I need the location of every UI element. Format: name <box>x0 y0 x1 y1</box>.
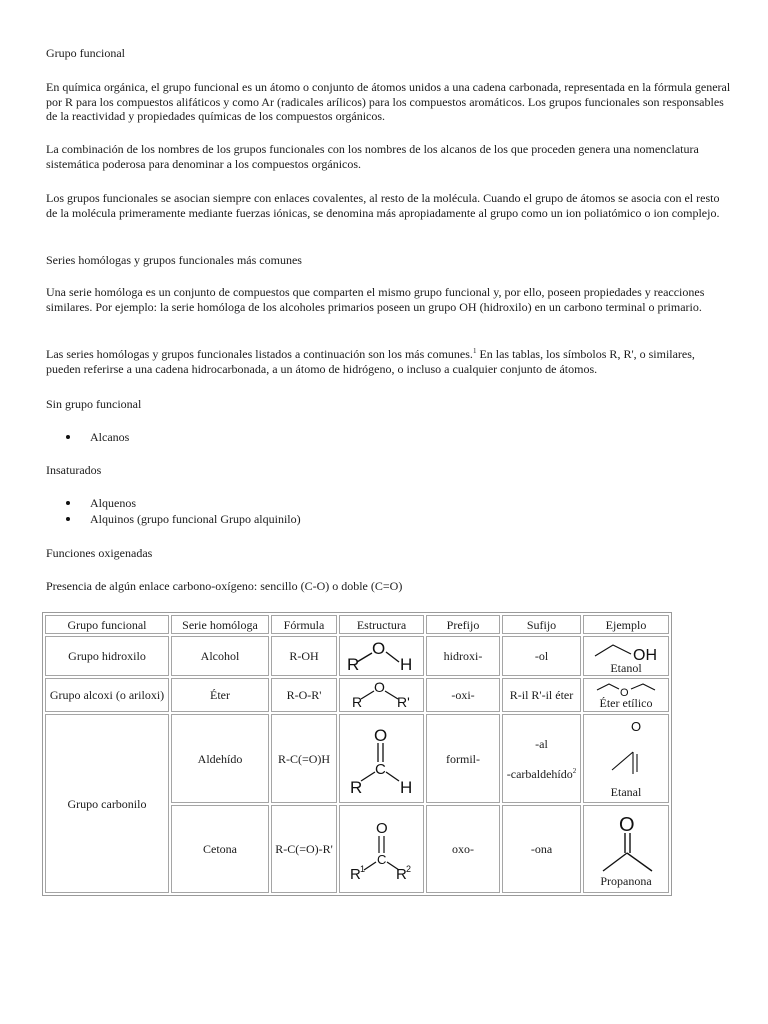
list-item: Alcanos <box>46 429 129 445</box>
atom-label: H <box>399 777 412 794</box>
intro-paragraph-2: La combinación de los nombres de los grupos funcionales con los nombres de los alcanos de los que proceden genera una nomenclatura sistemática poderosa para denominar a los compuestos orgánicos. <box>46 142 699 171</box>
prefijo-cell: hidroxi- <box>426 636 500 676</box>
insaturados-list <box>46 495 301 527</box>
sufijo-cell: -ol <box>502 636 581 676</box>
ketone-structure-diagram <box>344 817 420 881</box>
sufijo-cell: -ona <box>502 805 581 893</box>
atom-label: O <box>631 719 642 734</box>
serie-cell: Aldehído <box>171 714 269 803</box>
structure-cell <box>339 636 424 676</box>
aldehyde-structure-diagram <box>344 724 420 794</box>
ethanol-skeletal-diagram <box>587 638 665 662</box>
footnote-ref-1[interactable]: 1 <box>472 347 477 355</box>
intro-paragraph-3: Los grupos funcionales se asocian siempre con enlaces covalentes, al resto de la molécula. Cuando el grupo de átomos se asocia con el resto de la molécula primeramente mediante fuerzas iónicas, se denomina más apropiadamente al grupo como un ion poliatómico o ion complejo. <box>46 191 720 220</box>
table-header-cell: Fórmula <box>271 615 337 634</box>
formula-cell: R-C(=O)H <box>271 714 337 803</box>
series-paragraph-1: Una serie homóloga es un conjunto de compuestos que comparten el mismo grupo funcional y, por ello, poseen propiedades y reacciones similares. Por ejemplo: la serie homóloga de los alcoholes primarios poseen un grupo OH (hidroxilo) en un carbono terminal o primario. <box>46 285 705 314</box>
atom-label: OH <box>633 646 657 662</box>
atom-label: O <box>371 639 385 658</box>
ether-structure-diagram <box>347 680 417 710</box>
atom-label: H <box>399 655 412 674</box>
structure-cell <box>339 678 424 712</box>
list-item: Alquinos (grupo funcional Grupo alquinilo) <box>46 511 301 527</box>
table-row <box>45 714 669 803</box>
series-paragraph-2 <box>46 347 732 376</box>
example-name: Propanona <box>600 873 652 888</box>
table-row <box>45 678 669 712</box>
ejemplo-cell <box>583 805 669 893</box>
serie-cell: Éter <box>171 678 269 712</box>
alcohol-structure-diagram <box>344 638 420 674</box>
table-header-cell: Grupo funcional <box>45 615 169 634</box>
formula-cell: R-OH <box>271 636 337 676</box>
serie-cell: Cetona <box>171 805 269 893</box>
list-item: Alquenos <box>46 495 301 511</box>
atom-label: R' <box>396 694 410 710</box>
example-name: Etanol <box>610 660 642 675</box>
prefijo-cell: oxo- <box>426 805 500 893</box>
serie-cell: Alcohol <box>171 636 269 676</box>
table-header-cell: Sufijo <box>502 615 581 634</box>
example-name: Éter etílico <box>599 695 653 710</box>
atom-label: O <box>375 820 388 837</box>
grupo-cell: Grupo alcoxi (o ariloxi) <box>45 678 169 712</box>
ejemplo-cell <box>583 636 669 676</box>
footnote-ref-2[interactable]: 2 <box>572 766 577 775</box>
functional-groups-table <box>42 612 672 896</box>
structure-cell <box>339 805 424 893</box>
oxigenadas-intro: Presencia de algún enlace carbono-oxígeno: sencillo (C-O) o doble (C=O) <box>46 579 403 593</box>
table-header-row <box>45 615 669 634</box>
table-header-cell: Ejemplo <box>583 615 669 634</box>
sufijo-cell <box>502 714 581 803</box>
ejemplo-cell <box>583 714 669 803</box>
atom-label: R <box>395 866 407 881</box>
atom-label: C <box>374 760 386 778</box>
sin-grupo-heading: Sin grupo funcional <box>46 397 142 411</box>
formula-cell: R-O-R' <box>271 678 337 712</box>
formula-cell: R-C(=O)-R' <box>271 805 337 893</box>
ethanal-skeletal-diagram <box>587 718 665 786</box>
atom-label: R <box>349 777 362 794</box>
propanone-skeletal-diagram <box>587 811 665 875</box>
series-paragraph-2-text-b: En las tablas, los símbolos R, R', o similares, pueden referirse a una cadena hidrocarbonada, a un átomo de hidrógeno, o incluso a cualquier conjunto de átomos. <box>46 347 695 376</box>
atom-label: R <box>346 655 359 674</box>
grupo-cell: Grupo carbonilo <box>45 714 169 893</box>
sufijo-cell: R-il R'-il éter <box>502 678 581 712</box>
table-header-cell: Serie homóloga <box>171 615 269 634</box>
example-name: Etanal <box>610 785 642 799</box>
prefijo-cell: -oxi- <box>426 678 500 712</box>
sufijo-carbaldehido-text: -carbaldehído <box>506 766 573 781</box>
series-heading: Series homólogas y grupos funcionales más comunes <box>46 253 302 267</box>
sufijo-al: -al <box>535 736 548 751</box>
atom-label: O <box>373 725 387 745</box>
series-paragraph-2-text-a: Las series homólogas y grupos funcionales listados a continuación son los más comunes. <box>46 347 473 361</box>
oxigenadas-heading: Funciones oxigenadas <box>46 546 153 560</box>
atom-label: C <box>376 852 386 867</box>
page-title: Grupo funcional <box>46 46 125 60</box>
intro-paragraph-1: En química orgánica, el grupo funcional es un átomo o conjunto de átomos unidos a una cadena carbonada, representada en la fórmula general por R para los compuestos alifáticos y como Ar (radicales arílicos) para los compuestos aromáticos. Los grupos funcionales son responsables de la reactividad y propiedades químicas de los compuestos orgánicos. <box>46 80 731 123</box>
insaturados-heading: Insaturados <box>46 463 102 477</box>
prefijo-cell: formil- <box>426 714 500 803</box>
sufijo-carbaldehido <box>507 767 576 781</box>
atom-label: R <box>349 866 361 881</box>
atom-index: 2 <box>405 864 411 874</box>
table-row <box>45 636 669 676</box>
sin-grupo-list <box>46 429 129 445</box>
table-header-cell: Estructura <box>339 615 424 634</box>
atom-label: O <box>619 813 635 836</box>
atom-label: O <box>373 680 385 695</box>
grupo-cell: Grupo hidroxilo <box>45 636 169 676</box>
structure-cell <box>339 714 424 803</box>
diethyl-ether-skeletal-diagram <box>587 681 665 697</box>
atom-label: O <box>620 686 629 697</box>
ejemplo-cell <box>583 678 669 712</box>
atom-index: 1 <box>359 864 365 874</box>
atom-label: R <box>351 694 362 710</box>
table-header-cell: Prefijo <box>426 615 500 634</box>
